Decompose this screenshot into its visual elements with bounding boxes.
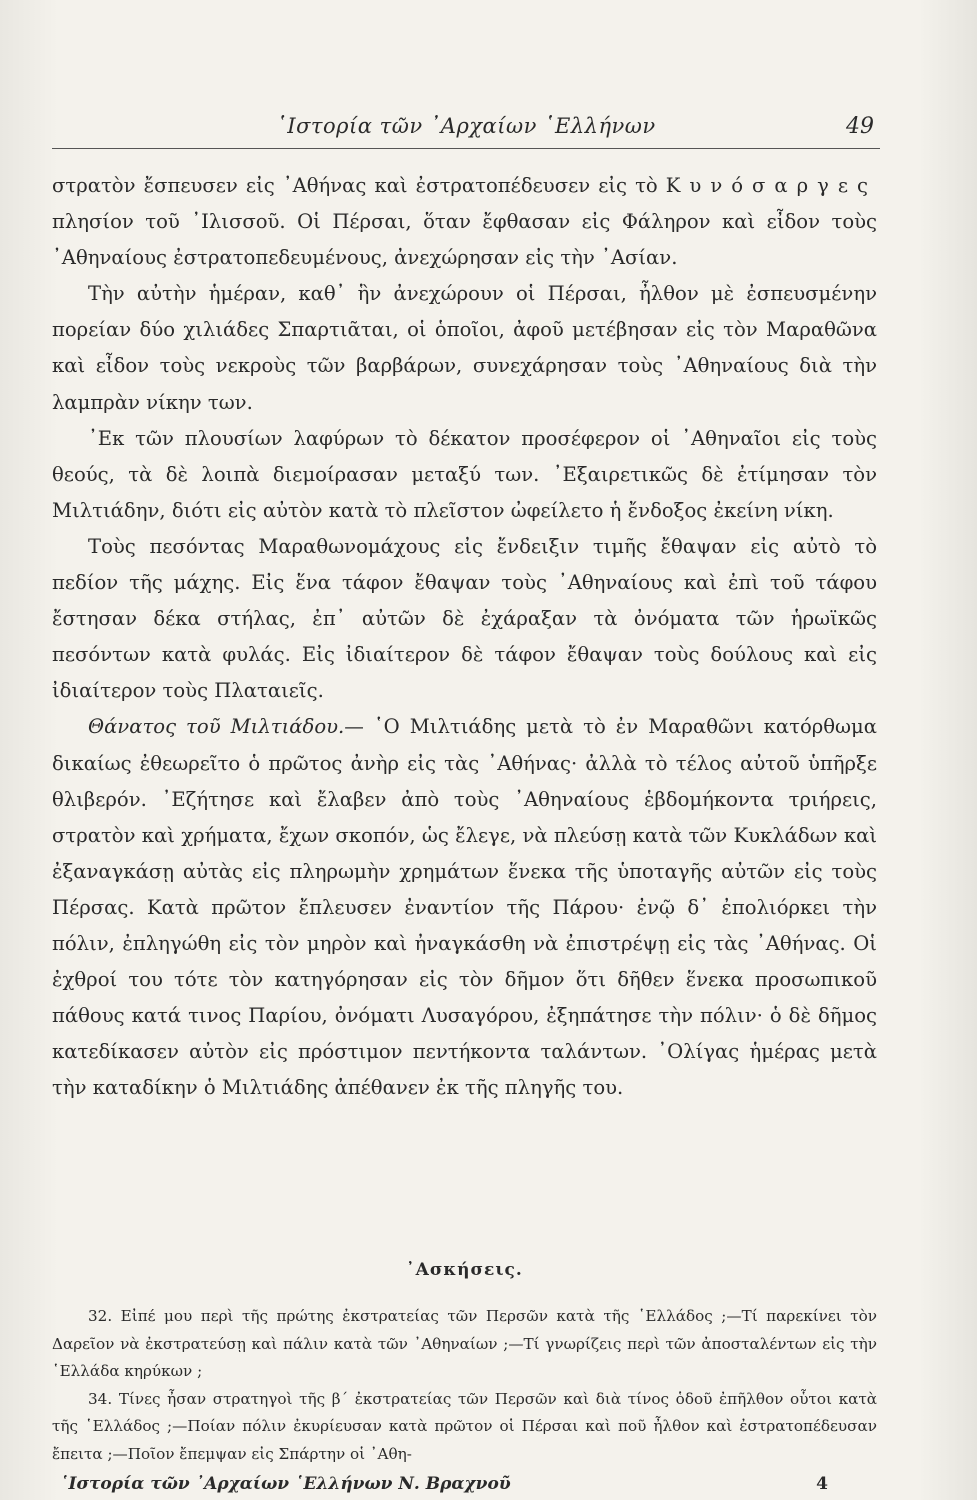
heading-dash: — (344, 715, 374, 739)
paragraph-1-text-a: στρατὸν ἔσπευσεν εἰς ᾿Αθήνας καὶ ἐστρατοπέδευσεν εἰς τὸ (52, 174, 666, 197)
signature-mark: 4 (816, 1474, 828, 1494)
body-text (52, 168, 877, 1106)
section-heading: Θάνατος τοῦ Μιλτιάδου. (88, 715, 345, 739)
paragraph-4: Τοὺς πεσόντας Μαραθωνομάχους εἰς ἔνδειξιν τιμῆς ἔθαψαν εἰς αὐτὸ τὸ πεδίον τῆς μάχης. Εἰς ἕνα τάφον ἔθαψαν τοὺς ᾿Αθηναίους καὶ ἐπὶ τοῦ τάφου ἔστησαν δέκα στήλας, ἐπ᾿ αὐτῶν δὲ ἐχάραξαν τὰ ὀνόματα τῶν ἡρωϊκῶς πεσόντων κατὰ φυλάς. Εἰς ἰδιαίτερον δὲ τάφον ἔθαψαν τοὺς δούλους καὶ εἰς ἰδιαίτερον τοὺς Πλαταιεῖς. (52, 534, 877, 703)
running-title: ῾Ιστορία τῶν ᾿Αρχαίων ῾Ελλήνων (276, 114, 656, 138)
paragraph-1-text-b: πλησίον τοῦ ᾿Ιλισσοῦ. Οἱ Πέρσαι, ὅταν ἔφθασαν εἰς Φάληρον καὶ εἶδον τοὺς ᾿Αθηναίους ἐστρατοπεδευμένους, ἀνεχώρησαν εἰς τὴν ᾿Ασίαν. (52, 210, 877, 270)
paragraph-3: ᾿Εκ τῶν πλουσίων λαφύρων τὸ δέκατον προσέφερον οἱ ᾿Αθηναῖοι εἰς τοὺς θεούς, τὰ δὲ λοιπὰ διεμοίρασαν μεταξύ των. ᾿Εξαιρετικῶς δὲ ἐτίμησαν τὸν Μιλτιάδην, διότι εἰς αὐτὸν κατὰ τὸ πλεῖστον ὠφείλετο ἡ ἔνδοξος ἐκείνη νίκη. (52, 426, 877, 522)
paragraph-5-text: ῾Ο Μιλτιάδης μετὰ τὸ ἐν Μαραθῶνι κατόρθωμα δικαίως ἐθεωρεῖτο ὁ πρῶτος ἀνὴρ εἰς τὰς ᾿Αθήνας· ἀλλὰ τὸ τέλος αὐτοῦ ὑπῆρξε θλιβερόν. ᾿Εζήτησε καὶ ἔλαβεν ἀπὸ τοὺς ᾿Αθηναίους ἑβδομήκοντα τριήρεις, στρατὸν καὶ χρήματα, ἔχων σκοπόν, ὡς ἔλεγε, νὰ πλεύσῃ κατὰ τῶν Κυκλάδων καὶ ἐξαναγκάσῃ αὐτὰς εἰς πληρωμὴν χρημάτων ἕνεκα τῆς ὑποταγῆς αὐτῶν εἰς τοὺς Πέρσας. Κατὰ πρῶτον ἔπλευσεν ἐναντίον τῆς Πάρου· ἐνῷ δ᾿ ἐπολιόρκει τὴν πόλιν, ἐπληγώθη εἰς τὸν μηρὸν καὶ ἠναγκάσθη νὰ ἐπιστρέψῃ εἰς τὰς ᾿Αθήνας. Οἱ ἐχθροί του τότε τὸν κατηγόρησαν εἰς τὸν δῆμον ὅτι δῆθεν ἕνεκα προσωπικοῦ πάθους κατά τινος Παρίου, ὀνόματι Λυσαγόρου, ἐξηπάτησε τὴν πόλιν· ὁ δὲ δῆμος κατεδίκασεν αὐτὸν εἰς πρόστιμον πεντήκοντα ταλάντων. ᾿Ολίγας ἡμέρας μετὰ τὴν καταδίκην ὁ Μιλτιάδης ἀπέθανεν ἐκ τῆς πληγῆς του. (52, 715, 877, 1100)
paragraph-2: Τὴν αὐτὴν ἡμέραν, καθ᾿ ἣν ἀνεχώρουν οἱ Πέρσαι, ἦλθον μὲ ἐσπευσμένην πορείαν δύο χιλιάδες Σπαρτιᾶται, οἱ ὁποῖοι, ἀφοῦ μετέβησαν εἰς τὸν Μαραθῶνα καὶ εἶδον τοὺς νεκροὺς τῶν βαρβάρων, συνεχάρησαν τοὺς ᾿Αθηναίους διὰ τὴν λαμπρὰν νίκην των. (52, 282, 877, 414)
place-name-spaced: Κυνόσαργες (665, 174, 877, 197)
paragraph-1 (52, 168, 877, 276)
exercise-item: 34. Τίνες ἦσαν στρατηγοὶ τῆς β΄ ἐκστρατείας τῶν Περσῶν καὶ διὰ τίνος ὁδοῦ ἐπῆλθον οὗτοι κατὰ τῆς ῾Ελλάδος ;—Ποίαν πόλιν ἐκυρίευσαν κατὰ πρῶτον οἱ Πέρσαι καὶ ποῦ ἦλθον καὶ ἐστρατοπέδευσαν ἔπειτα ;—Ποῖον ἔπεμψαν εἰς Σπάρτην οἱ ᾿Αθη- (52, 1389, 877, 1463)
page-header (52, 108, 880, 149)
exercises-heading: ᾿Ασκήσεις. (406, 1260, 523, 1280)
page-footer (60, 1474, 872, 1498)
exercise-item: 32. Εἰπέ μου περὶ τῆς πρώτης ἐκστρατείας τῶν Περσῶν κατὰ τῆς ῾Ελλάδος ;—Τί παρεκίνει τὸν Δαρεῖον νὰ ἐκστρατεύσῃ καὶ πάλιν κατὰ τῶν ᾿Αθηναίων ;—Τί γνωρίζεις περὶ τῶν ἀποσταλέντων εἰς τὴν ῾Ελλάδα κηρύκων ; (52, 1307, 877, 1381)
page-number: 49 (846, 114, 874, 139)
footer-book-title: ῾Ιστορία τῶν ᾿Αρχαίων ῾Ελλήνων Ν. Βραχνοῦ (60, 1474, 511, 1494)
paragraph-5 (52, 709, 877, 1106)
exercises-list (52, 1303, 877, 1469)
